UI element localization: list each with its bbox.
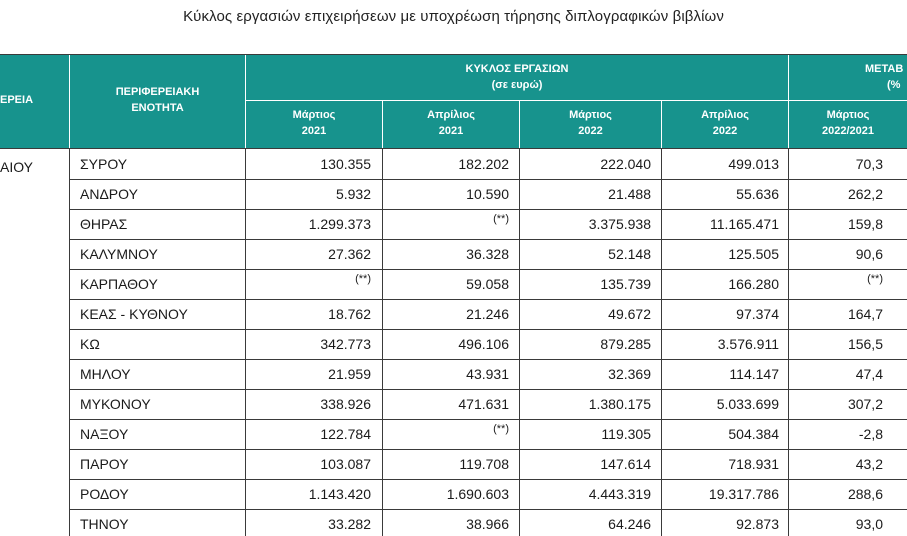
cell-a21: 43.931 <box>466 366 509 382</box>
col-month: Μάρτιος <box>569 109 612 121</box>
unit-name: ΚΑΡΠΑΘΟΥ <box>80 276 158 292</box>
cell-chg: 90,6 <box>855 246 883 262</box>
cell-chg: 43,2 <box>855 456 883 472</box>
cell-chg: 47,4 <box>855 366 883 382</box>
cell-a21: 1.690.603 <box>446 486 509 502</box>
cell-a21: 36.328 <box>466 246 509 262</box>
cell-m22: 135.739 <box>600 276 651 292</box>
cell-m21: (**) <box>355 273 371 285</box>
header-unit-col <box>70 55 245 148</box>
cell-a22: 5.033.699 <box>716 396 779 412</box>
cell-a22: 499.013 <box>728 156 779 172</box>
unit-name: ΚΩ <box>80 336 100 352</box>
header-col-april-2021 <box>383 101 519 148</box>
cell-a21: 21.246 <box>466 306 509 322</box>
unit-name: ΘΗΡΑΣ <box>80 216 128 232</box>
col-year: 2022 <box>578 125 603 137</box>
cell-m21: 1.143.420 <box>308 486 371 502</box>
cell-m21: 18.762 <box>328 306 371 322</box>
cell-a22: 92.873 <box>736 516 779 532</box>
col-month: Μάρτιος <box>826 109 870 121</box>
cell-a22: 504.384 <box>728 426 779 442</box>
cell-chg: -2,8 <box>858 426 883 442</box>
header-col-change-march <box>789 101 907 148</box>
cell-m22: 4.443.319 <box>588 486 651 502</box>
header-change-line2: (% <box>887 79 901 91</box>
header-change-group <box>789 55 907 100</box>
cell-chg: 288,6 <box>847 486 883 502</box>
cell-a22: 114.147 <box>729 366 779 382</box>
header-col-march-2021 <box>246 101 382 148</box>
col-year: 2022 <box>712 125 738 137</box>
cell-chg: 307,2 <box>847 396 883 412</box>
col-month: Απρίλιος <box>701 109 749 121</box>
header-turnover-line1: ΚΥΚΛΟΣ ΕΡΓΑΣΙΩΝ <box>465 63 569 75</box>
header-region-label: ΕΡΕΙΑ <box>0 94 34 106</box>
cell-a22: 3.576.911 <box>717 336 779 352</box>
cell-a21: 59.058 <box>466 276 509 292</box>
cell-m21: 33.282 <box>328 516 371 532</box>
unit-name: ΤΗΝΟΥ <box>80 516 129 532</box>
unit-name: ΣΥΡΟΥ <box>80 156 128 172</box>
cell-chg: 262,2 <box>847 186 883 202</box>
unit-name: ΚΑΛΥΜΝΟΥ <box>80 246 158 262</box>
col-year: 2021 <box>438 125 464 137</box>
region-name: ΑΙΟΥ <box>0 159 34 175</box>
cell-m21: 342.773 <box>320 336 371 352</box>
cell-a21: (**) <box>493 213 509 225</box>
cell-a22: 97.374 <box>736 306 779 322</box>
header-region-col <box>0 55 69 148</box>
header-change-line1: ΜΕΤΑΒ <box>865 63 904 75</box>
cell-chg: (**) <box>867 273 883 285</box>
cell-m22: 119.305 <box>601 426 651 442</box>
col-year: 2021 <box>301 125 327 137</box>
cell-m21: 122.784 <box>320 426 371 442</box>
col-year: 2022/2021 <box>822 125 874 137</box>
cell-m21: 5.932 <box>335 186 371 202</box>
cell-a22: 55.636 <box>736 186 779 202</box>
unit-name: ΡΟΔΟΥ <box>80 486 129 502</box>
cell-a21: 182.202 <box>458 156 509 172</box>
cell-m22: 879.285 <box>600 336 651 352</box>
unit-name: ΝΑΞΟΥ <box>80 426 129 442</box>
cell-chg: 156,5 <box>847 336 883 352</box>
unit-name: ΠΑΡΟΥ <box>80 456 129 472</box>
unit-name: ΚΕΑΣ - ΚΥΘΝΟΥ <box>80 306 188 322</box>
unit-name: ΜΥΚΟΝΟΥ <box>80 396 151 412</box>
unit-name: ΜΗΛΟΥ <box>80 366 131 382</box>
cell-a21: 471.631 <box>458 396 509 412</box>
cell-chg: 93,0 <box>855 516 883 532</box>
cell-a22: 718.931 <box>728 456 779 472</box>
cell-chg: 159,8 <box>847 216 883 232</box>
cell-m21: 1.299.373 <box>308 216 371 232</box>
cell-m22: 222.040 <box>600 156 651 172</box>
unit-name: ΑΝΔΡΟΥ <box>80 186 138 202</box>
cell-m21: 27.362 <box>328 246 371 262</box>
cell-m22: 21.488 <box>608 186 651 202</box>
cell-chg: 164,7 <box>847 306 883 322</box>
header-col-april-2022 <box>662 101 788 148</box>
header-turnover-line2: (σε ευρώ) <box>491 79 543 91</box>
cell-m22: 64.246 <box>608 516 651 532</box>
cell-m22: 147.614 <box>600 456 651 472</box>
cell-a22: 11.165.471 <box>709 216 779 232</box>
cell-a21: 119.708 <box>459 456 509 472</box>
cell-chg: 70,3 <box>855 156 883 172</box>
cell-a21: 10.590 <box>466 186 509 202</box>
cell-a21: (**) <box>493 423 509 435</box>
cell-m21: 338.926 <box>320 396 371 412</box>
cell-m22: 3.375.938 <box>588 216 651 232</box>
header-unit-label-line1: ΠΕΡΙΦΕΡΕΙΑΚΗ <box>115 86 200 98</box>
col-month: Μάρτιος <box>292 109 336 121</box>
cell-m21: 103.087 <box>320 456 371 472</box>
cell-m22: 1.380.175 <box>588 396 651 412</box>
cell-m22: 32.369 <box>608 366 651 382</box>
table-title: Κύκλος εργασιών επιχειρήσεων με υποχρέωση τήρησης διπλογραφικών βιβλίων <box>183 8 724 25</box>
cell-m21: 130.355 <box>320 156 371 172</box>
cell-a21: 496.106 <box>458 336 509 352</box>
cell-a22: 125.505 <box>728 246 779 262</box>
cell-m21: 21.959 <box>328 366 371 382</box>
cell-a22: 166.280 <box>728 276 779 292</box>
header-col-march-2022 <box>520 101 661 148</box>
cell-a22: 19.317.786 <box>708 486 779 502</box>
cell-m22: 52.148 <box>608 246 651 262</box>
cell-a21: 38.966 <box>466 516 509 532</box>
header-unit-label-line2: ΕΝΟΤΗΤΑ <box>131 102 184 114</box>
header-turnover-group <box>246 55 788 100</box>
cell-m22: 49.672 <box>608 306 651 322</box>
col-month: Απρίλιος <box>427 109 475 121</box>
